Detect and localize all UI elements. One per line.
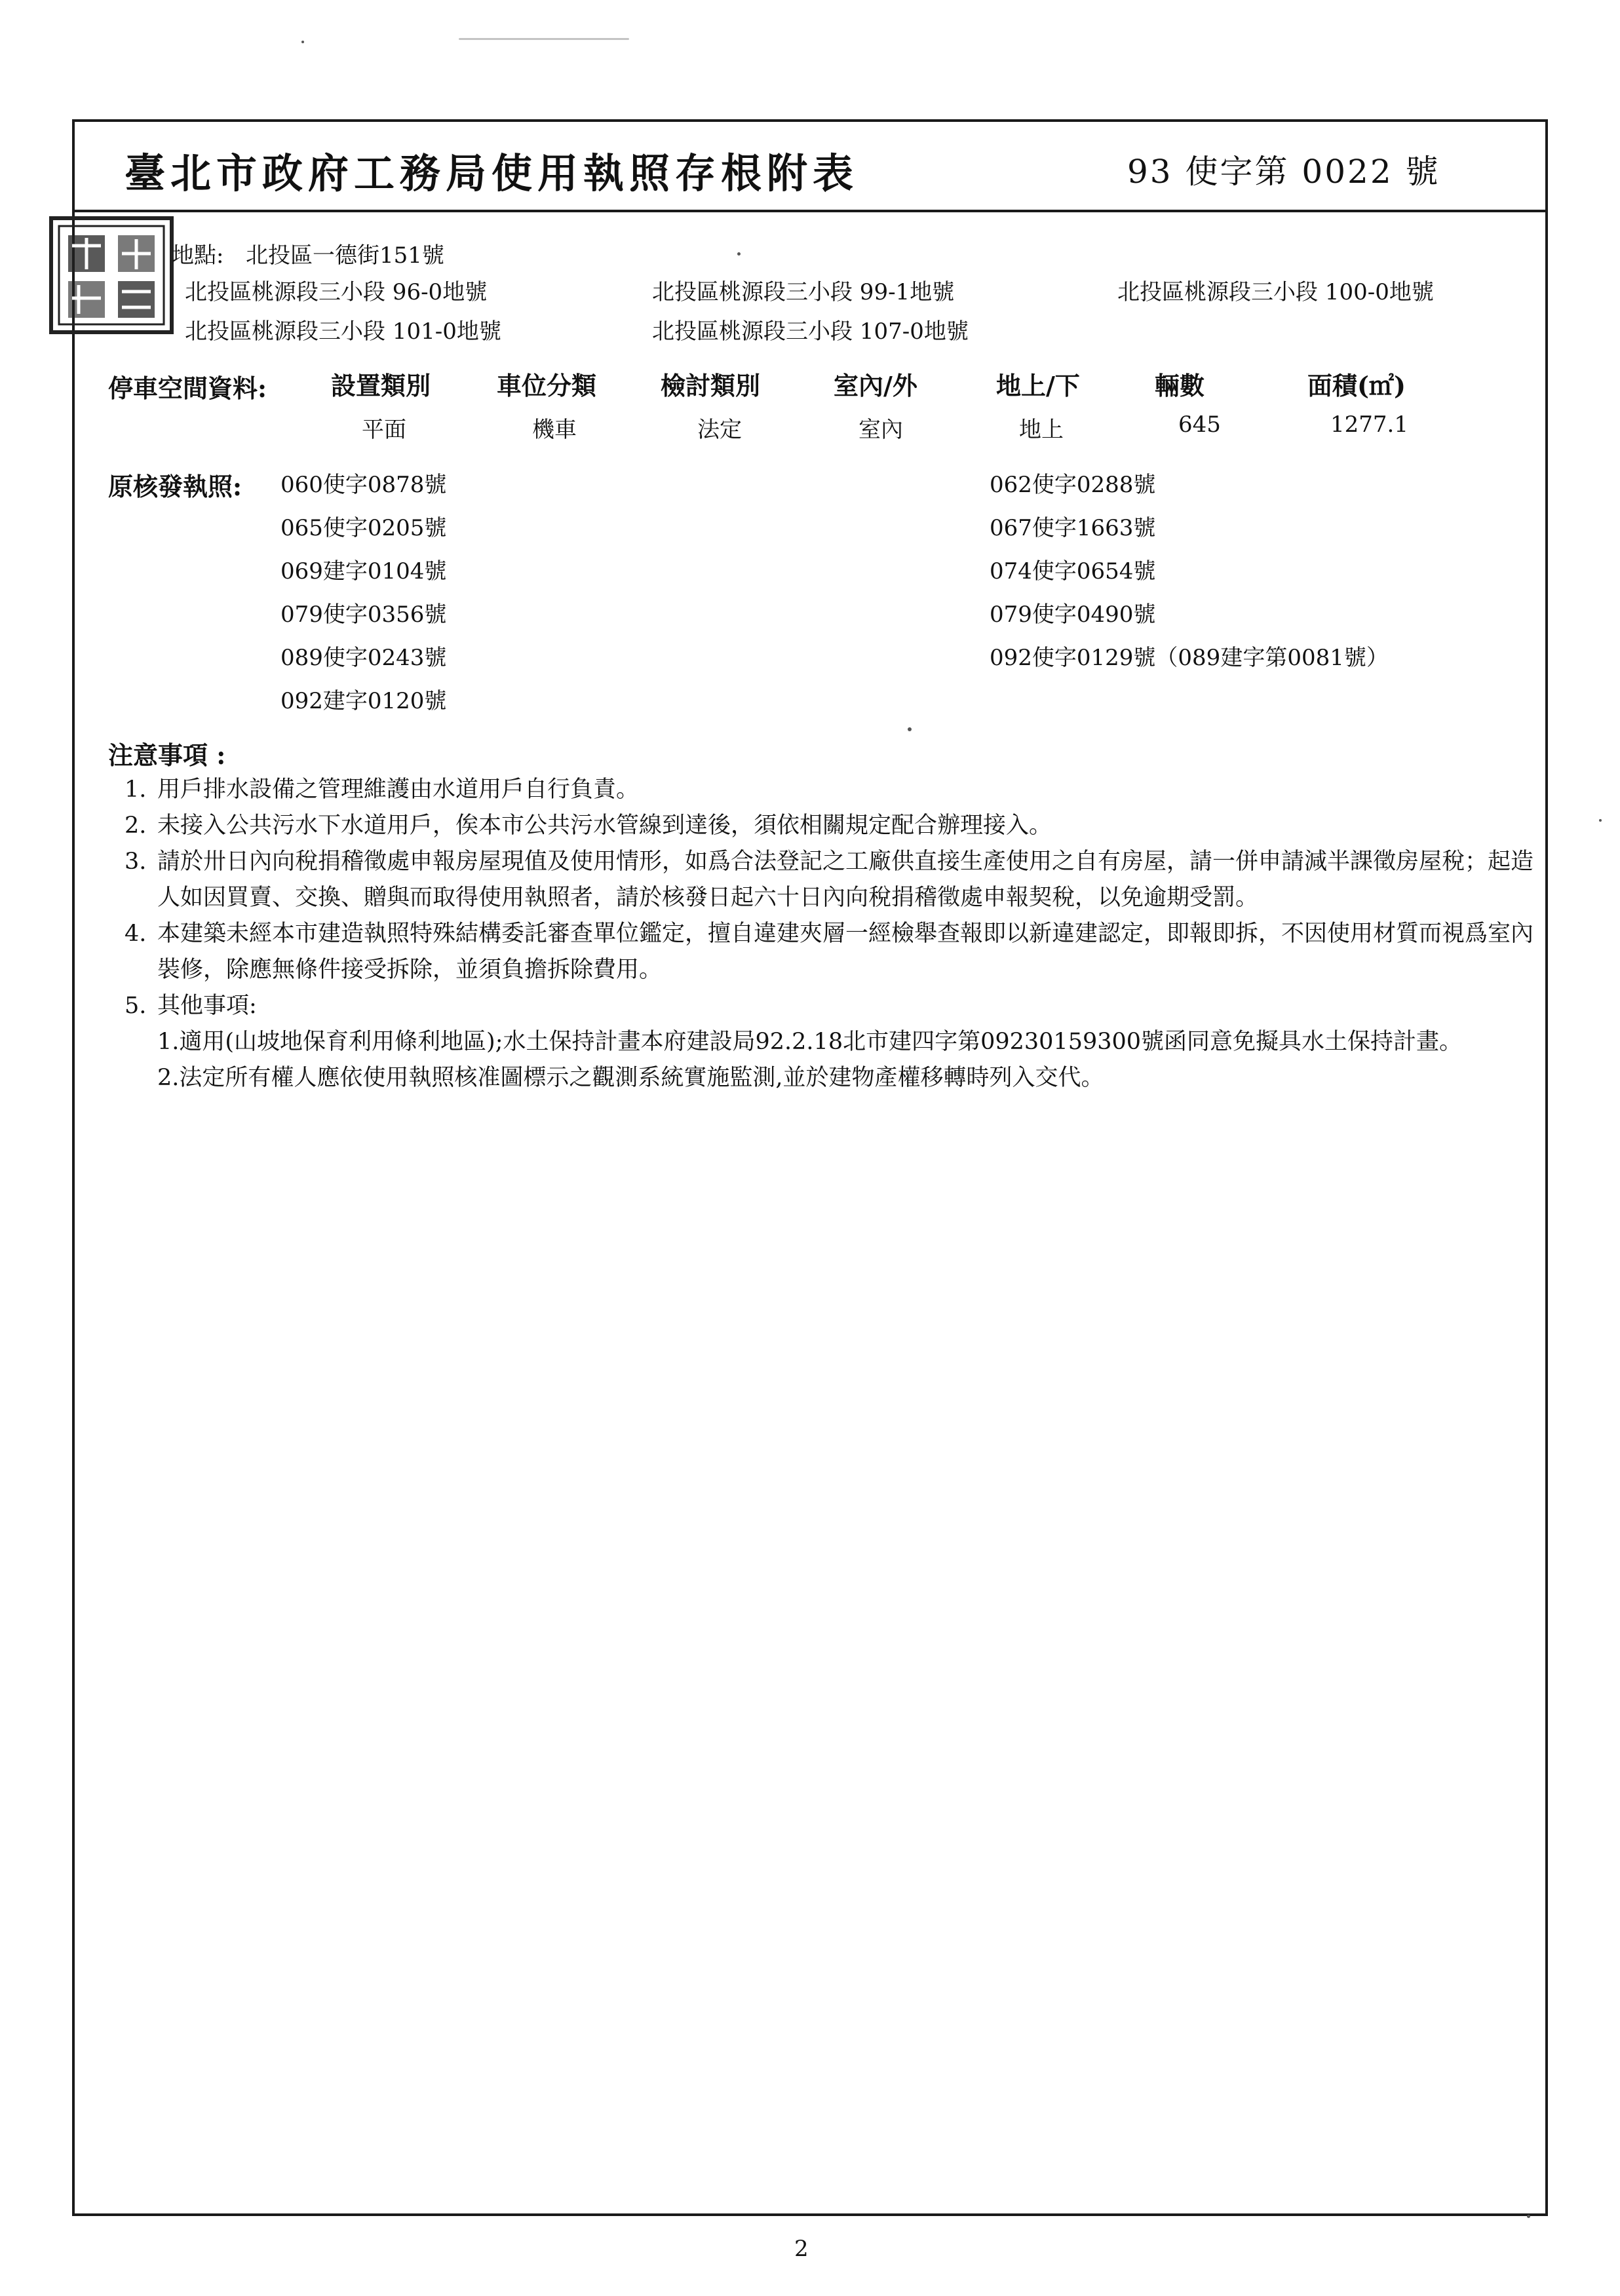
permit-entry: 079使字0490號 [990,602,1156,628]
lot-number: 北投區桃源段三小段 96-0地號 [185,279,488,305]
parking-value: 機車 [532,417,577,443]
note-text: 其他事項: [157,993,257,1019]
note-item [125,844,1540,916]
permit-entry: 067使字1663號 [990,515,1156,541]
location-label: 地點: [172,242,224,269]
notes-heading: 注意事項 : [108,740,226,770]
permit-number: 93 使字第 0022 號 [1127,153,1440,191]
lot-number: 北投區桃源段三小段 107-0地號 [652,318,969,345]
form-border [72,119,1548,2216]
lot-number: 北投區桃源段三小段 100-0地號 [1117,279,1434,305]
permit-entry: 092使字0129號（089建字第0081號） [990,645,1389,671]
parking-value: 1277.1 [1330,411,1408,438]
title-divider [72,210,1548,212]
official-seal-stamp [46,213,177,337]
parking-value: 室內 [858,417,903,443]
note-number: 2. [125,813,147,839]
parking-col-header: 面積(㎡) [1307,371,1406,400]
permit-entry: 089使字0243號 [280,645,447,671]
parking-value: 地上 [1019,417,1064,443]
permit-entry: 062使字0288號 [990,472,1156,498]
note-item [125,916,1540,988]
parking-value: 法定 [697,417,742,443]
note-text: 本建築未經本市建造執照特殊結構委託審查單位鑑定，擅自違建夾層一經檢舉查報即以新違建認定，即報即拆，不因使用材質而視爲室內裝修，除應無條件接受拆除，並須負擔拆除費用。 [157,921,1534,983]
note-text: 用戶排水設備之管理維護由水道用戶自行負責。 [157,776,640,803]
note-number: 3. [125,849,147,875]
parking-col-header: 設置類別 [331,371,431,400]
scan-speck [737,252,741,256]
location-address: 北投區一德街151號 [246,242,444,269]
parking-col-header: 檢討類別 [661,371,761,400]
parking-col-header: 室內/外 [834,371,917,400]
form-title: 臺北市政府工務局使用執照存根附表 [125,149,859,197]
parking-col-header: 地上/下 [996,371,1080,400]
permit-entry: 079使字0356號 [280,602,447,628]
note-text: 請於卅日內向稅捐稽徵處申報房屋現值及使用情形，如爲合法登記之工廠供直接生產使用之自有房屋，請一併申請減半課徵房屋稅；起造人如因買賣、交換、贈與而取得使用執照者，請於核發日起六十日內向稅捐稽徵處申報契稅，以免逾期受罰。 [157,849,1534,911]
note-number: 5. [125,993,147,1019]
permit-entry: 060使字0878號 [280,472,447,498]
original-permits-label: 原核發執照: [108,472,242,501]
lot-number: 北投區桃源段三小段 101-0地號 [185,318,501,345]
note-number: 4. [125,921,147,947]
permit-entry: 069建字0104號 [280,558,447,584]
note-text: 未接入公共污水下水道用戶，俟本市公共污水管線到達後，須依相關規定配合辦理接入。 [157,813,1052,839]
permit-entry: 092建字0120號 [280,688,447,714]
other-note: 2.法定所有權人應依使用執照核准圖標示之觀測系統實施監測,並於建物產權移轉時列入交代。 [157,1065,1104,1091]
permit-entry: 074使字0654號 [990,558,1156,584]
scan-speck [1599,819,1602,822]
notes-list [125,772,1540,1096]
note-item [125,808,1540,844]
scan-speck [1527,2215,1530,2218]
note-item [125,772,1540,808]
other-note: 1.適用(山坡地保育利用條利地區);水土保持計畫本府建設局92.2.18北市建四字第09230159300號函同意免擬具水土保持計畫。 [157,1029,1463,1055]
parking-value: 645 [1178,411,1221,438]
parking-col-header: 車位分類 [497,371,597,400]
permit-entry: 065使字0205號 [280,515,447,541]
note-number: 1. [125,776,147,803]
scan-speck [301,41,304,43]
scan-speck [908,727,912,731]
parking-value: 平面 [362,417,406,443]
parking-col-header: 輛數 [1155,371,1205,400]
note-item [125,988,1540,1024]
scan-speck [459,38,629,40]
lot-number: 北投區桃源段三小段 99-1地號 [652,279,955,305]
page-number: 2 [794,2236,809,2262]
parking-label: 停車空間資料: [108,373,267,403]
